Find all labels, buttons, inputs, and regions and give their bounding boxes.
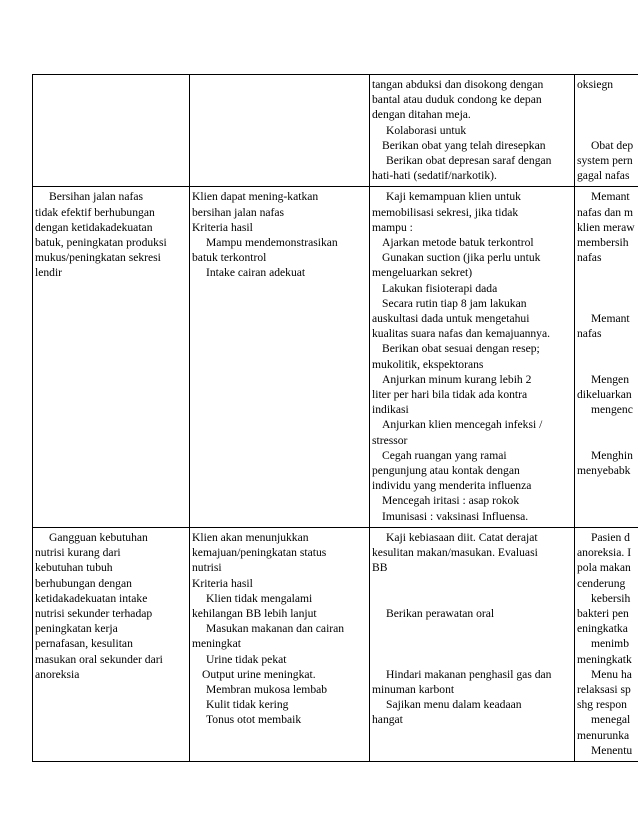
text-line: menegal: [591, 713, 631, 727]
table-row-2: [33, 187, 638, 527]
text-line: Anjurkan minum kurang lebih 2: [382, 372, 532, 386]
text-line: individu yang menderita influenza: [372, 479, 532, 493]
text-line: Menu ha: [591, 667, 632, 681]
text-line: Berikan perawatan oral: [386, 606, 495, 620]
text-line: Kaji kemampuan klien untuk: [386, 190, 521, 204]
text-line: anoreksia. I: [577, 546, 632, 560]
text-line: hangat: [372, 713, 403, 727]
text-line: nutrisi sekunder terhadap: [35, 606, 153, 620]
text-line: pernafasan, kesulitan: [35, 637, 133, 651]
text-line: dikeluarkan: [577, 387, 632, 401]
text-line: Sajikan menu dalam keadaan: [386, 698, 522, 712]
text-line: Kriteria hasil: [192, 576, 253, 590]
text-line: Masukan makanan dan cairan: [206, 622, 345, 636]
row3-intervention-cell: [370, 527, 575, 761]
text-line: system pern: [577, 153, 633, 167]
text-line: dengan ditahan meja.: [372, 108, 471, 122]
text-line: Cegah ruangan yang ramai: [382, 448, 507, 462]
text-line: mukolitik, ekspektorans: [372, 357, 484, 371]
text-line: hati-hati (sedatif/narkotik).: [372, 169, 497, 183]
text-line: tidak efektif berhubungan: [35, 205, 155, 219]
text-line: menimb: [591, 637, 629, 651]
text-line: lendir: [35, 266, 63, 280]
text-line: masukan oral sekunder dari: [35, 652, 163, 666]
text-line: Lakukan fisioterapi dada: [382, 281, 498, 295]
text-line: ketidakadekuatan intake: [35, 591, 148, 605]
text-line: pola makan: [577, 561, 631, 575]
text-line: anoreksia: [35, 667, 80, 681]
text-line: Klien tidak mengalami: [206, 591, 313, 605]
text-line: Mengen: [591, 372, 629, 386]
text-line: tangan abduksi dan disokong dengan: [372, 78, 544, 91]
text-line: oksiegn: [577, 78, 614, 91]
text-line: Kolaborasi untuk: [386, 123, 467, 137]
text-line: mengenc: [591, 403, 633, 417]
row3-diagnosis-cell: [33, 527, 190, 761]
text-line: Obat dep: [591, 138, 634, 152]
text-line: Anjurkan klien mencegah infeksi /: [382, 418, 543, 432]
text-line: Imunisasi : vaksinasi Influensa.: [382, 509, 529, 523]
text-line: Intake cairan adekuat: [206, 266, 306, 280]
row2-goal-cell: [190, 187, 370, 527]
text-line: Gunakan suction (jika perlu untuk: [382, 251, 541, 265]
text-line: Berikan obat depresan saraf dengan: [386, 154, 552, 168]
row1-rationale-cell: [575, 75, 638, 187]
text-line: Mampu mendemonstrasikan: [206, 236, 338, 250]
text-line: mukus/peningkatan sekresi: [35, 251, 161, 265]
text-line: kualitas suara nafas dan kemajuannya.: [372, 327, 551, 341]
text-line: nafas: [577, 327, 602, 341]
text-line: cenderung: [577, 576, 626, 590]
text-line: membersih: [577, 236, 629, 250]
text-line: gagal nafas: [577, 169, 630, 183]
text-line: Klien dapat mening-katkan: [192, 190, 319, 204]
text-line: Hindari makanan penghasil gas dan: [386, 667, 552, 681]
text-line: nutrisi kurang dari: [35, 546, 121, 560]
table-row-1: [33, 75, 638, 187]
text-line: liter per hari bila tidak ada kontra: [372, 388, 528, 402]
text-line: Klien akan menunjukkan: [192, 530, 309, 544]
text-line: menyebabk: [577, 463, 631, 477]
row2-intervention-cell: [370, 187, 575, 527]
text-line: menurunka: [577, 728, 630, 742]
text-line: nutrisi: [192, 561, 222, 575]
table-row-3: [33, 527, 638, 761]
text-line: mengeluarkan sekret): [372, 266, 473, 280]
text-line: Gangguan kebutuhan: [49, 530, 148, 544]
row1-diagnosis-cell: [33, 75, 190, 187]
text-line: memobilisasi sekresi, jika tidak: [372, 205, 519, 219]
text-line: Pasien d: [591, 530, 630, 544]
text-line: kebersih: [591, 591, 631, 605]
text-line: berhubungan dengan: [35, 576, 132, 590]
text-line: mampu :: [372, 220, 413, 234]
row3-goal-cell: [190, 527, 370, 761]
text-line: nafas: [577, 251, 602, 265]
text-line: BB: [372, 561, 388, 575]
text-line: Kriteria hasil: [192, 220, 253, 234]
text-line: bantal atau duduk condong ke depan: [372, 93, 542, 107]
text-line: Memant: [591, 190, 630, 204]
text-line: nafas dan m: [577, 205, 634, 219]
text-line: meningkat: [192, 637, 241, 651]
text-line: stressor: [372, 433, 408, 447]
text-line: Bersihan jalan nafas: [49, 190, 144, 204]
text-line: Urine tidak pekat: [206, 652, 287, 666]
text-line: bersihan jalan nafas: [192, 205, 285, 219]
text-line: Berikan obat yang telah diresepkan: [382, 138, 546, 152]
text-line: pengunjung atau kontak dengan: [372, 464, 520, 478]
row3-rationale-cell: [575, 527, 638, 761]
text-line: kehilangan BB lebih lanjut: [192, 606, 317, 620]
text-line: Output urine meningkat.: [202, 667, 316, 681]
text-line: batuk terkontrol: [192, 251, 267, 265]
text-line: peningkatan kerja: [35, 622, 118, 636]
text-line: Memant: [591, 312, 630, 325]
text-line: Mencegah iritasi : asap rokok: [382, 494, 520, 508]
text-line: dengan ketidakadekuatan: [35, 220, 153, 234]
text-line: batuk, peningkatan produksi: [35, 236, 167, 250]
text-line: kesulitan makan/masukan. Evaluasi: [372, 546, 538, 560]
text-line: bakteri pen: [577, 606, 629, 620]
text-line: eningkatka: [577, 622, 628, 636]
text-line: Kulit tidak kering: [206, 698, 289, 712]
text-line: Secara rutin tiap 8 jam lakukan: [382, 296, 527, 310]
text-line: klien meraw: [577, 220, 635, 234]
text-line: Membran mukosa lembab: [206, 682, 328, 696]
nursing-care-plan-table: [32, 74, 638, 762]
text-line: Tonus otot membaik: [206, 713, 302, 727]
text-line: minuman karbont: [372, 682, 455, 696]
row2-diagnosis-cell: [33, 187, 190, 527]
row1-intervention-cell: [370, 75, 575, 187]
text-line: Berikan obat sesuai dengan resep;: [382, 342, 540, 356]
text-line: meningkatk: [577, 652, 632, 666]
text-line: kebutuhan tubuh: [35, 561, 113, 575]
row2-rationale-cell: [575, 187, 638, 527]
text-line: relaksasi sp: [577, 682, 631, 696]
text-line: Menghin: [591, 448, 633, 462]
text-line: kemajuan/peningkatan status: [192, 546, 327, 560]
text-line: indikasi: [372, 403, 409, 417]
text-line: Kaji kebiasaan diit. Catat derajat: [386, 530, 538, 544]
text-line: Menentu: [591, 743, 633, 757]
text-line: auskultasi dada untuk mengetahui: [372, 312, 530, 326]
text-line: Ajarkan metode batuk terkontrol: [382, 236, 534, 250]
text-line: shg respon: [577, 698, 627, 712]
row1-goal-cell: [190, 75, 370, 187]
